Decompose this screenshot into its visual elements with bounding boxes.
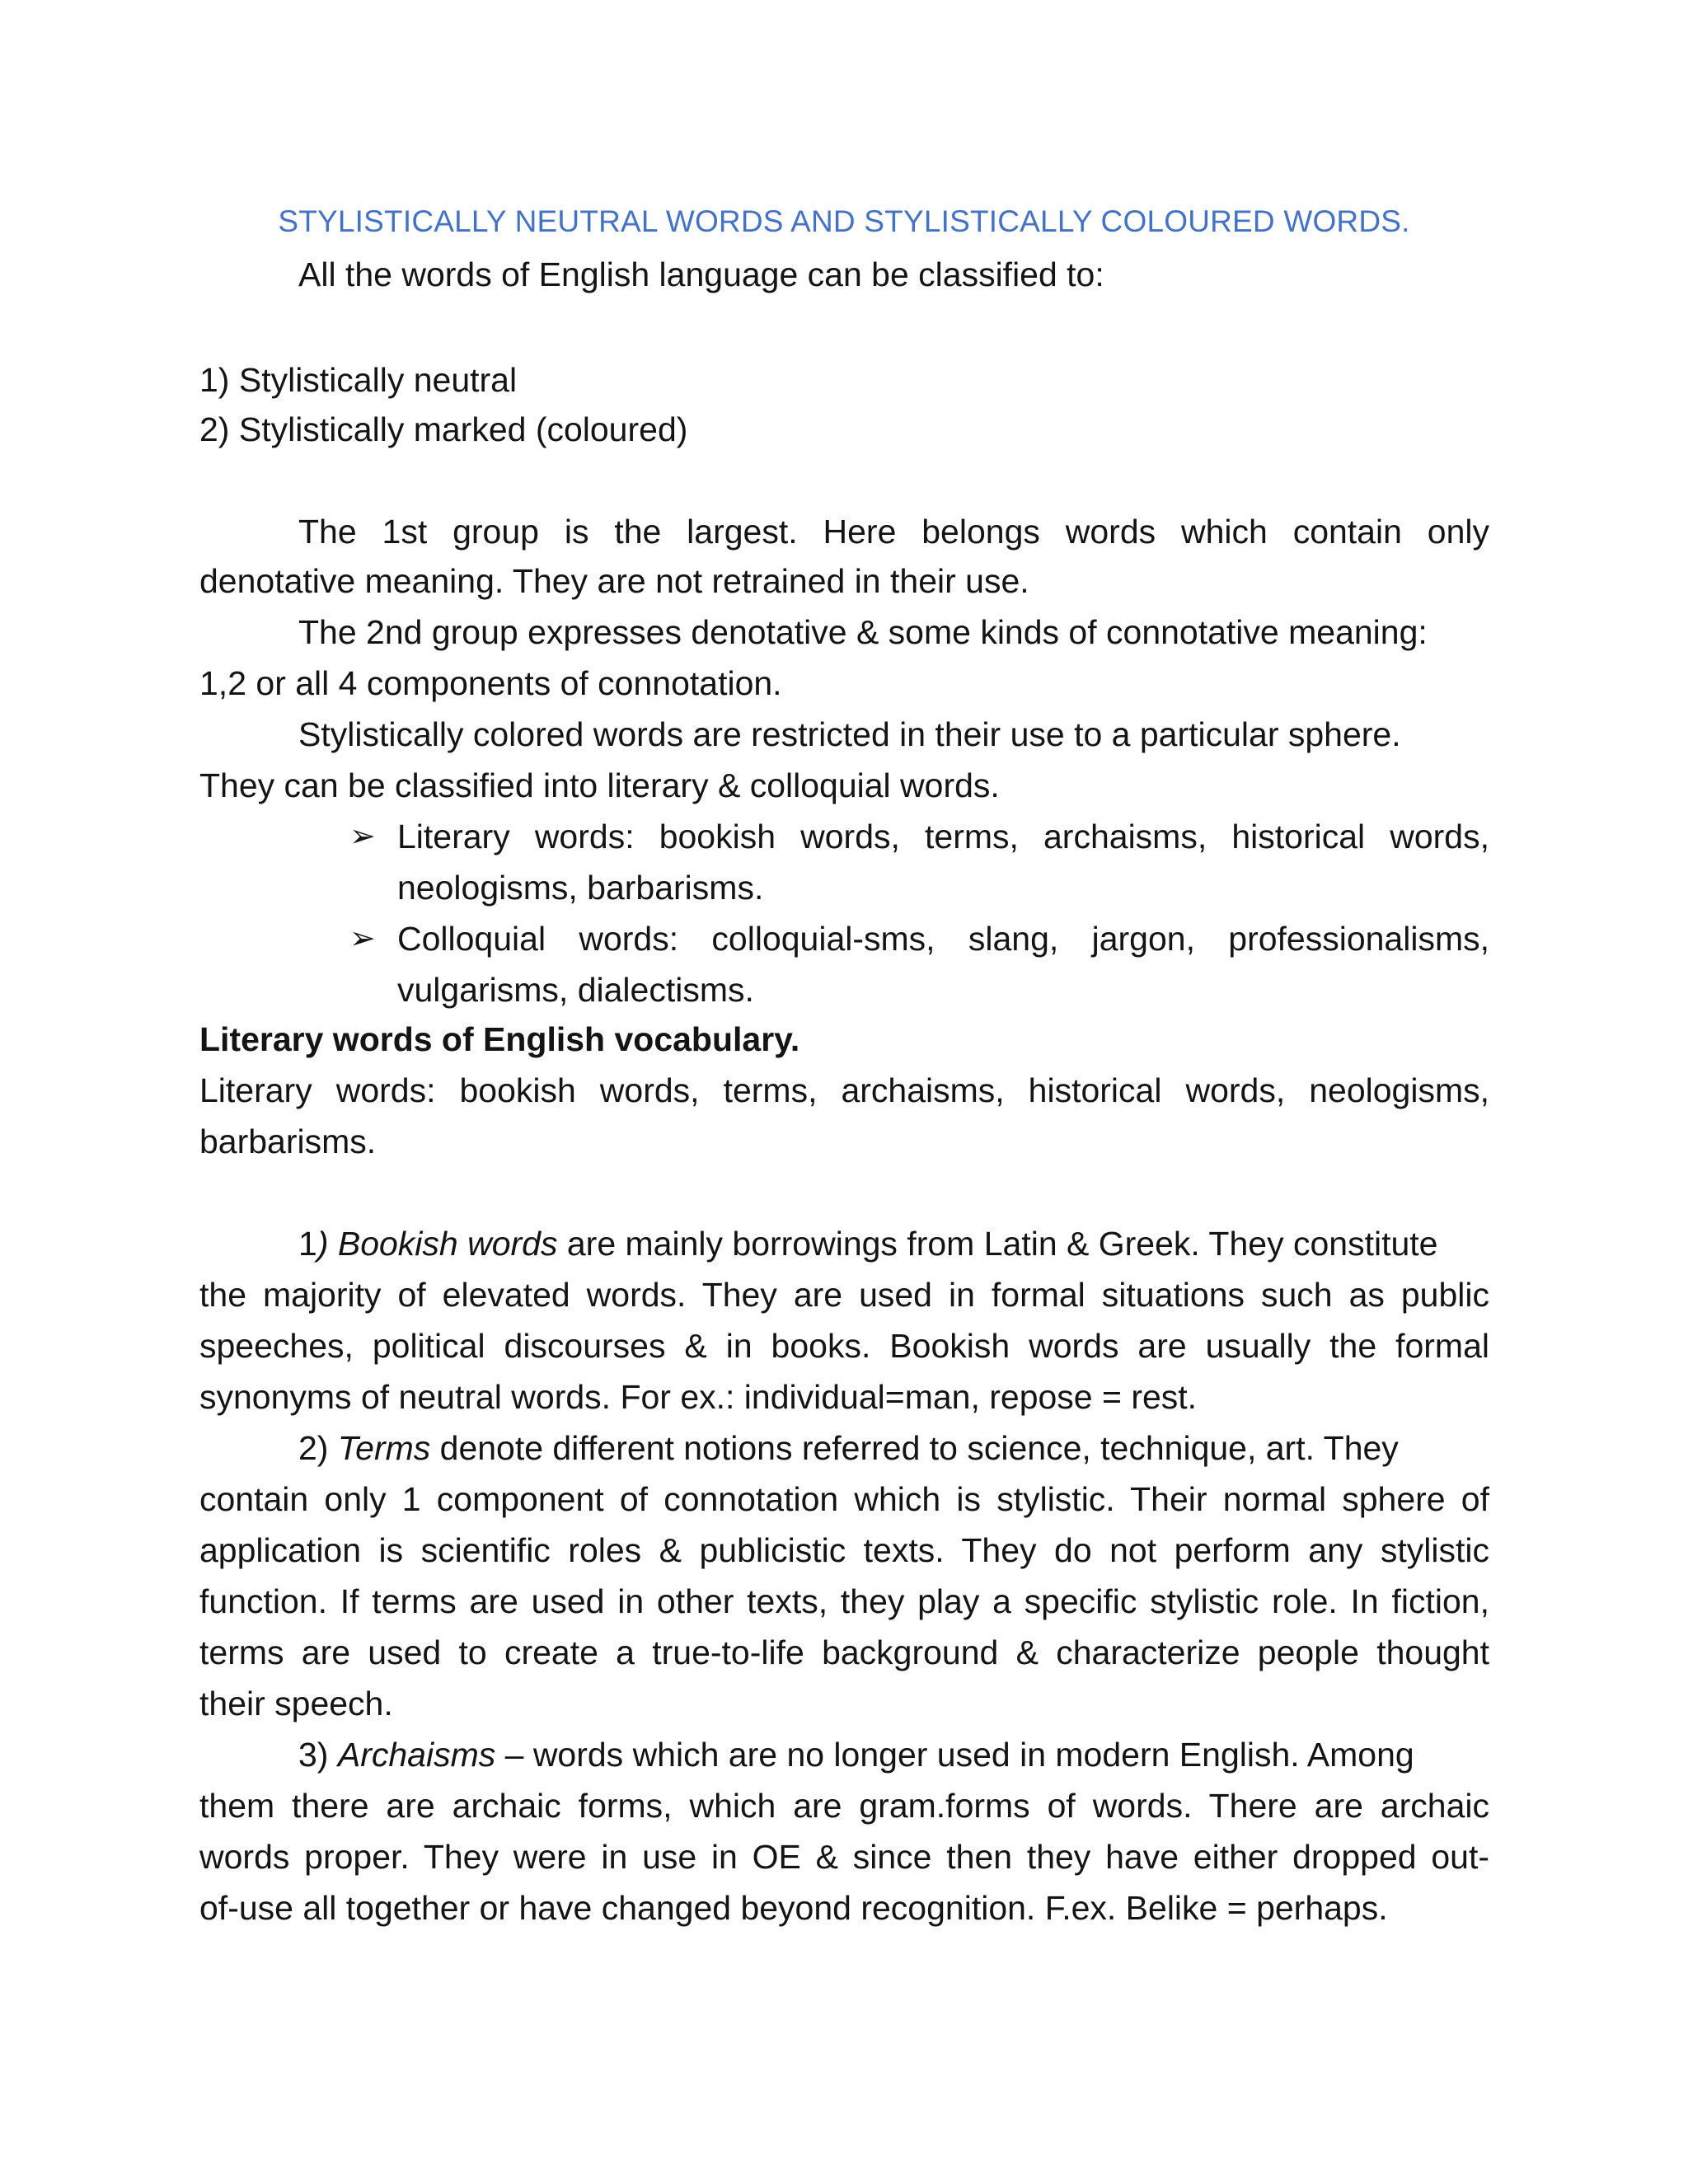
paragraph-line: contain only 1 component of connotation which is stylistic. Their normal sphere of xyxy=(199,1480,1489,1518)
paragraph-line: function. If terms are used in other texts, they play a specific stylistic role. In fiction, xyxy=(199,1582,1489,1620)
paragraph-line: synonyms of neutral words. For ex.: individual=man, repose = rest. xyxy=(199,1378,1198,1416)
paragraph-line: speeches, political discourses & in books. Bookish words are usually the formal xyxy=(199,1327,1489,1365)
list-item: 1) Stylistically neutral xyxy=(199,361,518,399)
paragraph-line: barbarisms. xyxy=(199,1122,377,1160)
paragraph-line: 1,2 or all 4 components of connotation. xyxy=(199,664,782,702)
paragraph-line: Stylistically colored words are restricted in their use to a particular sphere. xyxy=(298,715,1401,753)
term-terms: Terms xyxy=(337,1429,431,1467)
paragraph-line: The 2nd group expresses denotative & some kinds of connotative meaning: xyxy=(298,613,1428,651)
paragraph-line: words proper. They were in use in OE & since then they have either dropped out- xyxy=(199,1838,1489,1876)
arrowhead-bullet-icon: ➢ xyxy=(349,921,376,956)
paragraph-line: denotative meaning. They are not retrained in their use. xyxy=(199,562,1029,600)
arrowhead-bullet-icon: ➢ xyxy=(349,819,376,854)
bullet-line: neologisms, barbarisms. xyxy=(397,869,764,907)
paragraph-line: them there are archaic forms, which are gram.forms of words. There are archaic xyxy=(199,1787,1489,1825)
paragraph-line: the majority of elevated words. They are used in formal situations such as public xyxy=(199,1276,1489,1314)
paragraph-line: their speech. xyxy=(199,1685,393,1722)
section-first-line: 2) Terms denote different notions referred to science, technique, art. They xyxy=(298,1429,1399,1467)
paragraph-line: of-use all together or have changed beyond recognition. F.ex. Belike = perhaps. xyxy=(199,1889,1388,1927)
bullet-line: vulgarisms, dialectisms. xyxy=(397,971,754,1009)
paragraph-line: application is scientific roles & publicistic texts. They do not perform any stylistic xyxy=(199,1531,1489,1569)
term-archaisms: Archaisms xyxy=(337,1736,496,1774)
term-bookish-words: ) Bookish words xyxy=(316,1225,558,1263)
bullet-line: Colloquial words: colloquial-sms, slang, jargon, professionalisms, xyxy=(397,920,1489,958)
list-item: 2) Stylistically marked (coloured) xyxy=(199,410,688,448)
intro-text: All the words of English language can be classified to: xyxy=(298,255,1104,293)
paragraph-line: Literary words: bookish words, terms, archaisms, historical words, neologisms, xyxy=(199,1071,1489,1109)
bullet-line: Literary words: bookish words, terms, archaisms, historical words, xyxy=(397,818,1489,855)
paragraph-line: terms are used to create a true-to-life background & characterize people thought xyxy=(199,1633,1489,1671)
paragraph-line: They can be classified into literary & colloquial words. xyxy=(199,766,1000,804)
paragraph-line: The 1st group is the largest. Here belongs words which contain only xyxy=(298,513,1489,551)
section-heading: Literary words of English vocabulary. xyxy=(199,1020,800,1058)
section-first-line: 3) Archaisms – words which are no longer used in modern English. Among xyxy=(298,1736,1414,1774)
document-title: STYLISTICALLY NEUTRAL WORDS AND STYLISTICALLY COLOURED WORDS. xyxy=(278,204,1410,238)
section-first-line: 1) Bookish words are mainly borrowings from Latin & Greek. They constitute xyxy=(298,1225,1438,1263)
